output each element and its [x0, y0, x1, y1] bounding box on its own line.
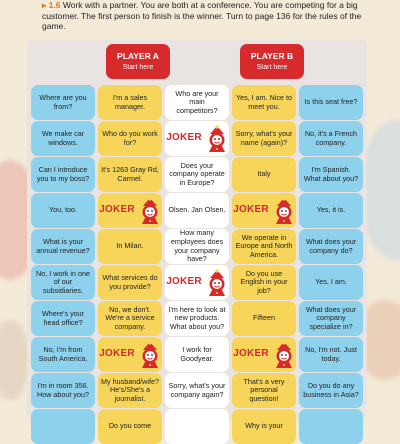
board-square: [31, 157, 95, 192]
board-square: [31, 193, 95, 228]
board-square: [98, 121, 162, 156]
board-square: [98, 229, 162, 264]
square-text: Do you use English in your job?: [240, 268, 288, 295]
board-square: [31, 409, 95, 444]
board-square: [232, 157, 296, 192]
board-square: [299, 337, 363, 372]
square-text: What does your company specialize in?: [305, 304, 357, 331]
joker-label: JOKER: [99, 204, 135, 216]
square-text: Italy: [257, 169, 271, 179]
instructions-text: Work with a partner. You are both at a conference. You are competing for a big customer. The first person to finish is the winner. Turn to page 136 for the rules of the game.: [42, 0, 362, 31]
board-square: [232, 121, 296, 156]
square-text: No, I'm not. Just today.: [305, 344, 357, 363]
board-square: [31, 373, 95, 408]
square-text: What services do you provide?: [102, 272, 158, 291]
board-square: [165, 337, 229, 372]
player-b-name: PLAYER B: [250, 51, 294, 61]
board-square: [232, 301, 296, 336]
board-square: [165, 301, 229, 336]
square-text: You, too.: [48, 205, 78, 215]
joker-square: [165, 265, 229, 300]
board-square: [299, 85, 363, 120]
player-b-subtitle: Start here: [256, 64, 288, 71]
square-text: I'm here to look at new products. What about you?: [168, 304, 226, 331]
square-text: My husband/wife? He's/She's a journalist.: [101, 376, 159, 403]
joker-square: [232, 337, 296, 372]
board-square: [165, 229, 229, 264]
joker-square: [165, 121, 229, 156]
joker-square: [232, 193, 296, 228]
square-text: Sorry, what's your company again?: [168, 380, 226, 399]
square-text: Do you come: [108, 421, 152, 431]
board-square: [98, 265, 162, 300]
square-text: Does your company operate in Europe?: [169, 160, 225, 187]
exercise-number-icon: ▸: [42, 0, 47, 10]
square-text: Who do you work for?: [102, 128, 158, 147]
joker-label: JOKER: [233, 348, 269, 360]
square-text: Do you do any business in Asia?: [303, 380, 359, 399]
square-text: In Milan.: [116, 241, 144, 251]
board-square: [31, 229, 95, 264]
square-text: How many employees does your company have?: [170, 228, 224, 264]
square-text: I'm in room 356. How about you?: [37, 380, 89, 399]
joker-label: JOKER: [233, 204, 269, 216]
square-text: Can I introduce you to my boss?: [36, 164, 90, 183]
square-text: Sorry, what's your name (again)?: [235, 128, 293, 147]
player-a-name: PLAYER A: [117, 51, 159, 61]
joker-icon: [139, 341, 161, 369]
exercise-instructions: [42, 0, 362, 32]
square-text: Where's your head office?: [41, 308, 85, 327]
board-square: [165, 85, 229, 120]
joker-label: JOKER: [166, 132, 202, 144]
square-text: What does your company do?: [305, 236, 357, 255]
square-text: Who are your main competitors?: [175, 88, 219, 115]
square-text: Yes, I am. Nice to meet you.: [235, 92, 293, 111]
board-square: [232, 229, 296, 264]
square-text: No, we don't. We're a service company.: [105, 304, 155, 331]
board-square: [299, 229, 363, 264]
board-square: [299, 157, 363, 192]
exercise-number: 1.6: [48, 0, 61, 10]
board-square: [31, 121, 95, 156]
square-text: We make car windows.: [41, 128, 85, 147]
board-square: [232, 85, 296, 120]
joker-square: [98, 337, 162, 372]
board-square: [31, 337, 95, 372]
square-text: Yes, I am.: [315, 277, 347, 287]
board-square: [98, 301, 162, 336]
board-square: [98, 157, 162, 192]
board-square: [232, 265, 296, 300]
board-square: [165, 409, 229, 444]
square-text: It's 1263 Gray Rd, Carmel.: [101, 164, 159, 183]
joker-icon: [273, 341, 295, 369]
background-blur: [0, 320, 30, 400]
board-square: [165, 157, 229, 192]
joker-icon: [206, 125, 228, 153]
square-text: I work for Goodyear.: [180, 344, 214, 363]
board-square: [299, 193, 363, 228]
board-square: [31, 265, 95, 300]
player-a-start: [106, 44, 170, 79]
joker-label: JOKER: [166, 276, 202, 288]
board-square: [31, 301, 95, 336]
joker-square: [98, 193, 162, 228]
board-square: [98, 85, 162, 120]
square-text: Is this seat free?: [304, 97, 358, 107]
board-square: [98, 409, 162, 444]
board-square: [299, 373, 363, 408]
joker-icon: [273, 197, 295, 225]
player-a-subtitle: Start here: [122, 64, 154, 71]
square-text: Yes, it is.: [316, 205, 346, 215]
square-text: I'm a sales manager.: [112, 92, 148, 111]
square-text: I'm Spanish. What about you?: [303, 164, 359, 183]
square-text: That's a very personal question!: [243, 376, 285, 403]
square-text: Olsen. Jan Olsen.: [168, 205, 226, 215]
square-text: No, it's a French company.: [304, 128, 358, 147]
joker-label: JOKER: [99, 348, 135, 360]
square-text: Fifteen: [253, 313, 275, 323]
board-square: [232, 409, 296, 444]
board-square: [165, 373, 229, 408]
square-text: What is your annual revenue?: [36, 236, 90, 255]
board-square: [299, 409, 363, 444]
board-square: [232, 373, 296, 408]
square-text: No, I'm from South America.: [38, 344, 88, 363]
board-square: [299, 121, 363, 156]
player-b-start: [240, 44, 304, 79]
game-board: [27, 40, 367, 431]
board-square: [98, 373, 162, 408]
board-square: [31, 85, 95, 120]
joker-icon: [139, 197, 161, 225]
square-text: Where are you from?: [39, 92, 87, 111]
joker-icon: [206, 269, 228, 297]
board-square: [165, 193, 229, 228]
square-text: We operate in Europe and North America.: [235, 232, 293, 259]
board-square: [299, 301, 363, 336]
square-text: Why is your: [245, 421, 283, 431]
board-square: [299, 265, 363, 300]
square-text: No, I work in one of our subsidiaries.: [36, 268, 90, 295]
